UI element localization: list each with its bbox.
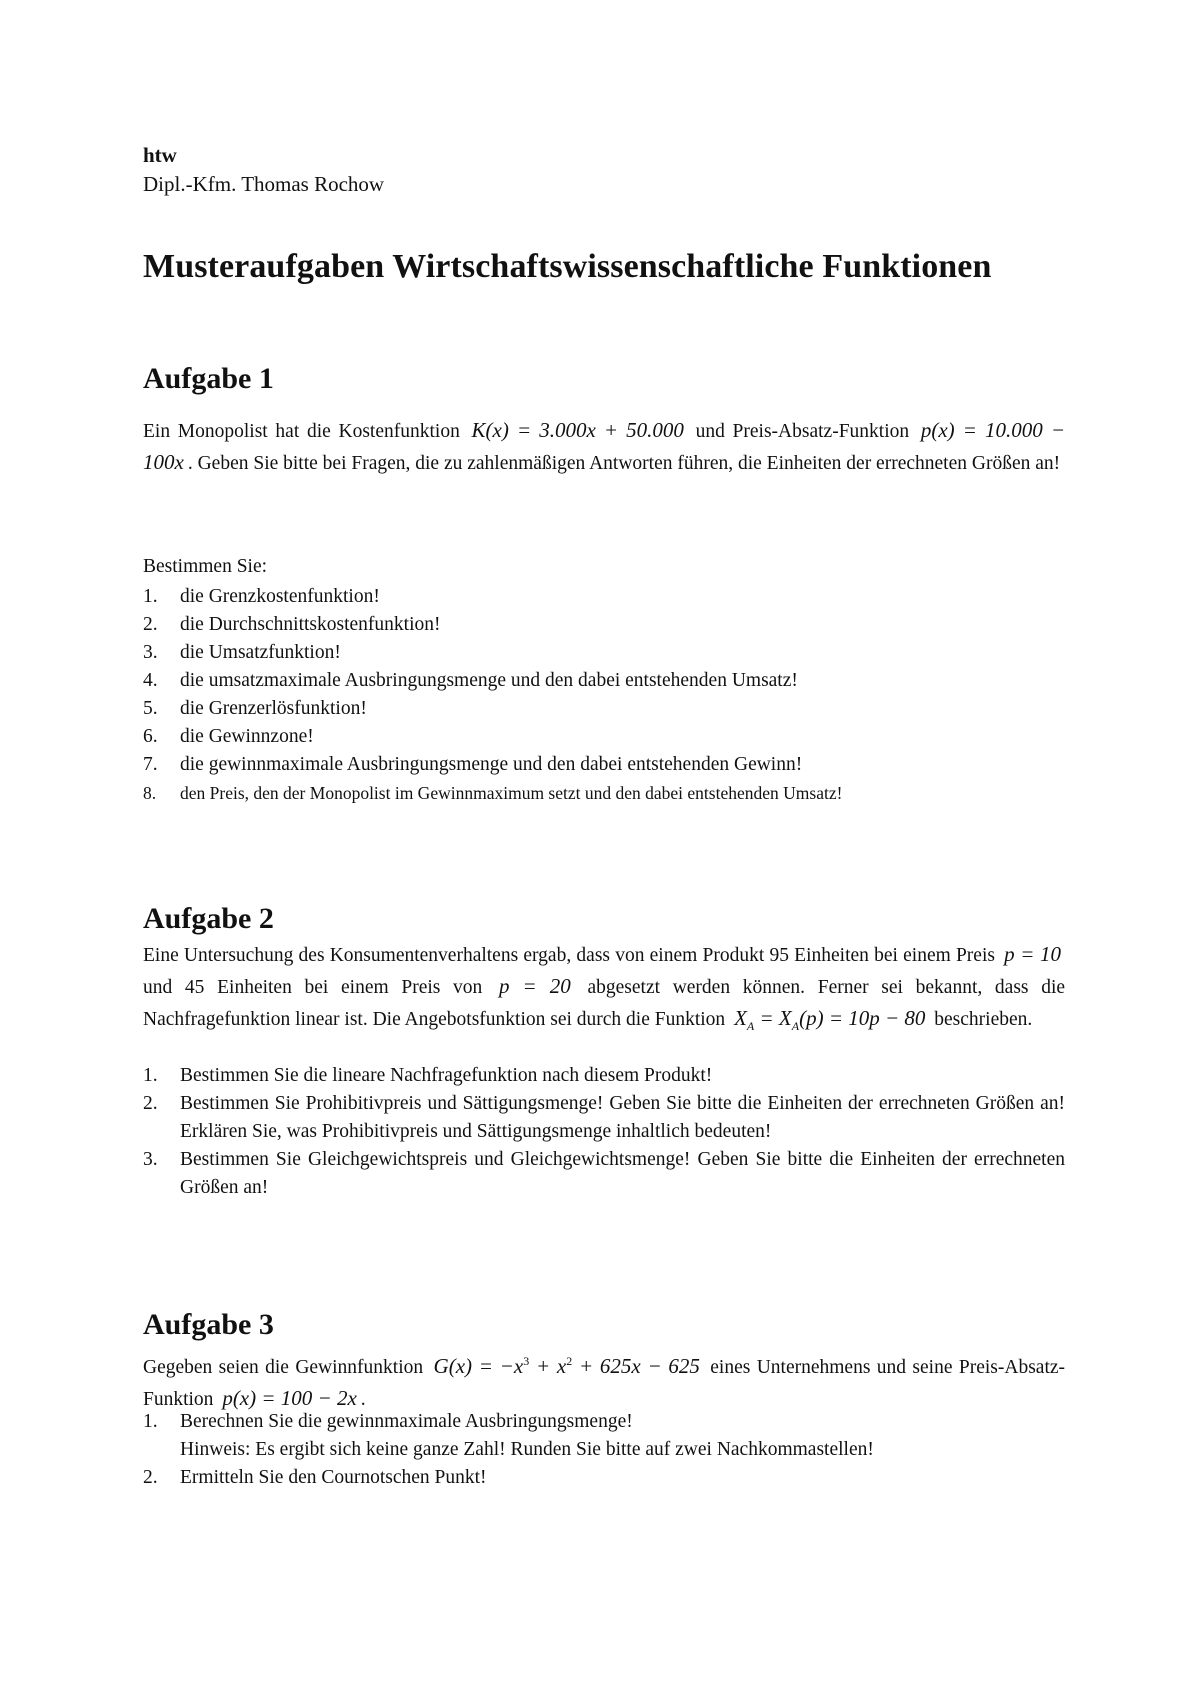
list-item [143,583,1065,611]
list-item [143,611,1065,639]
task-3-heading: Aufgabe 3 [143,1308,274,1341]
formula-part: G(x) = −x [433,1354,524,1378]
task-1-lead: Bestimmen Sie: [143,556,268,577]
task-1-intro [143,415,1065,479]
cost-function-formula: K(x) = 3.000x + 50.000 [471,418,684,442]
list-item-text: die gewinnmaximale Ausbringungsmenge und den dabei entstehenden Gewinn! [180,754,803,775]
list-item-text: den Preis, den der Monopolist im Gewinnmaximum setzt und den dabei entstehenden Umsatz! [180,783,843,803]
list-item-number: 4. [143,670,158,691]
task-1-intro-text-b: und Preis-Absatz-Funktion [695,421,910,442]
formula-part: + x [529,1354,567,1378]
task-3-intro-text-a: Gegeben seien die Gewinnfunktion [143,1357,424,1378]
list-item [143,751,1065,779]
document-title: Musteraufgaben Wirtschaftswissenschaftliche Funktionen [143,248,992,285]
list-item-text: Ermitteln Sie den Cournotschen Punkt! [180,1467,487,1488]
task-2-intro-text-a: Eine Untersuchung des Konsumentenverhaltens ergab, dass von einem Produkt 95 Einheiten bei einem Preis [143,945,995,966]
list-item-number: 1. [143,1065,158,1086]
list-item-number: 5. [143,698,158,719]
task-3-intro-text-b: eines Unternehmens und seine Preis-Absatz-Funktion [143,1357,1066,1410]
task-2-list [143,1062,1065,1202]
task-2-intro [143,939,1065,1041]
list-item [143,695,1065,723]
list-item-text: die Grenzerlösfunktion! [180,698,367,719]
list-item-number: 2. [143,614,158,635]
list-item [143,667,1065,695]
list-item [143,1062,1065,1090]
formula-part: (p) = 10p − 80 [799,1006,926,1030]
task-2-intro-text-b: und 45 Einheiten bei einem Preis von [143,977,483,998]
task-3-list [143,1408,1065,1492]
list-item-number: 1. [143,1411,158,1432]
price-demand-function-formula: p(x) = 10.000 − 100x [143,418,1066,474]
formula-exponent: 3 [523,1354,530,1368]
formula-part: X [734,1006,747,1030]
formula-subscript: A [746,1019,755,1033]
list-item [143,1090,1065,1146]
list-item-number: 7. [143,754,158,775]
formula-subscript: A [791,1019,800,1033]
list-item [143,779,1065,807]
task-1-heading: Aufgabe 1 [143,362,274,395]
list-item-text: die Durchschnittskostenfunktion! [180,614,441,635]
profit-function-formula [430,1354,704,1378]
list-item [143,639,1065,667]
list-item-text: die umsatzmaximale Ausbringungsmenge und den dabei entstehenden Umsatz! [180,670,798,691]
task-2-intro-text-c: abgesetzt werden können. Ferner sei bekannt, dass die Nachfragefunktion linear ist. Die Angebotsfunktion sei durch die Funktion [143,977,1066,1030]
task-2-heading: Aufgabe 2 [143,902,274,935]
list-item-number: 3. [143,1149,158,1170]
list-item-hint: Hinweis: Es ergibt sich keine ganze Zahl! Runden Sie bitte auf zwei Nachkommastellen! [180,1439,874,1460]
task-3-intro-text-c: . [360,1389,366,1410]
price-formula-1: p = 10 [1004,942,1061,966]
list-item-number: 3. [143,642,158,663]
list-item-text: die Umsatzfunktion! [180,642,341,663]
task-1-intro-text-c: . Geben Sie bitte bei Fragen, die zu zahlenmäßigen Antworten führen, die Einheiten der errechneten Größen an! [187,453,1061,474]
task-3-intro [143,1346,1065,1415]
author-name: Dipl.-Kfm. Thomas Rochow [143,172,385,196]
list-item-number: 2. [143,1093,158,1114]
price-formula-2: p = 20 [498,974,571,998]
list-item [143,723,1065,751]
list-item-text: Bestimmen Sie die lineare Nachfragefunktion nach diesem Produkt! [180,1065,713,1086]
task-1-intro-text-a: Ein Monopolist hat die Kostenfunktion [143,421,460,442]
list-item [143,1408,1065,1464]
list-item [143,1464,1065,1492]
task-2-intro-text-d: beschrieben. [934,1009,1033,1030]
formula-part: + 625x − 625 [572,1354,700,1378]
list-item-text: Berechnen Sie die gewinnmaximale Ausbringungsmenge! [180,1411,633,1432]
supply-function-formula [730,1006,929,1033]
list-item-number: 8. [143,783,157,803]
price-demand-function-formula-3: p(x) = 100 − 2x [222,1386,357,1410]
formula-exponent: 2 [566,1354,573,1368]
list-item-number: 6. [143,726,158,747]
formula-part: = X [759,1006,792,1030]
list-item-number: 2. [143,1467,158,1488]
list-item-number: 1. [143,586,158,607]
organization-name: htw [143,143,177,167]
list-item [143,1146,1065,1202]
list-item-text: die Grenzkostenfunktion! [180,586,380,607]
list-item-text: die Gewinnzone! [180,726,314,747]
list-item-text: Bestimmen Sie Gleichgewichtspreis und Gleichgewichtsmenge! Geben Sie bitte die Einheiten der errechneten Größen an! [180,1149,1065,1198]
list-item-text: Bestimmen Sie Prohibitivpreis und Sättigungsmenge! Geben Sie bitte die Einheiten der errechneten Größen an! Erklären Sie, was Prohibitivpreis und Sättigungsmenge inhaltlich bedeuten! [180,1093,1065,1142]
task-1-list [143,583,1065,807]
